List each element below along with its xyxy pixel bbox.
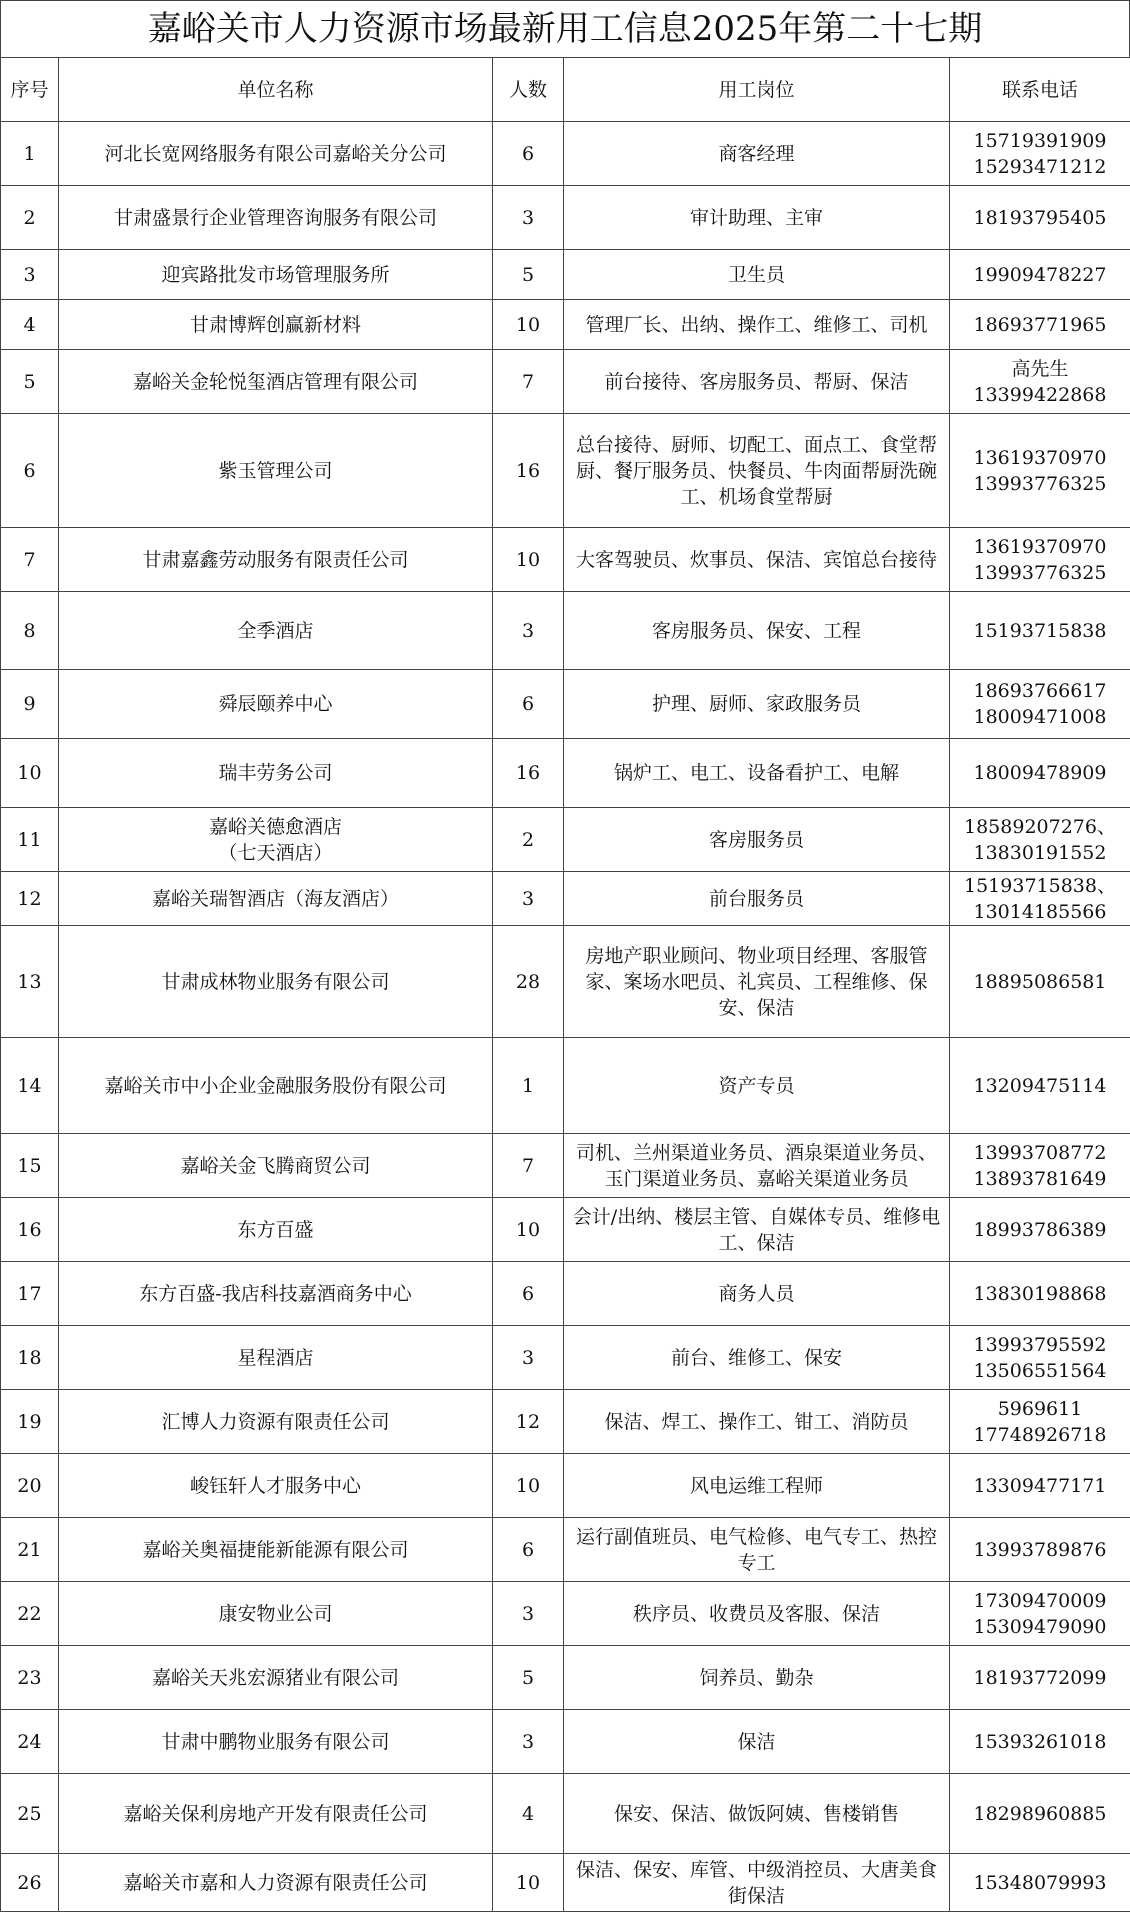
cell-positions: 保洁、保安、库管、中级消控员、大唐美食街保洁 (564, 1854, 950, 1912)
cell-unit: 嘉峪关奥福捷能新能源有限公司 (59, 1518, 493, 1582)
cell-unit: 嘉峪关瑞智酒店（海友酒店） (59, 872, 493, 926)
cell-unit: 瑞丰劳务公司 (59, 739, 493, 808)
cell-unit: 甘肃嘉鑫劳动服务有限责任公司 (59, 528, 493, 592)
cell-positions: 饲养员、勤杂 (564, 1646, 950, 1710)
cell-no: 3 (1, 250, 59, 300)
cell-phone: 18298960885 (950, 1774, 1130, 1854)
cell-phone: 18009478909 (950, 739, 1130, 808)
cell-phone: 13209475114 (950, 1038, 1130, 1134)
cell-no: 6 (1, 414, 59, 528)
cell-positions: 总台接待、厨师、切配工、面点工、食堂帮厨、餐厅服务员、快餐员、牛肉面帮厨洗碗工、机场食堂帮厨 (564, 414, 950, 528)
cell-phone: 18693771965 (950, 300, 1130, 350)
cell-positions: 保洁、焊工、操作工、钳工、消防员 (564, 1390, 950, 1454)
cell-unit: 嘉峪关天兆宏源猪业有限公司 (59, 1646, 493, 1710)
cell-positions: 保安、保洁、做饭阿姨、售楼销售 (564, 1774, 950, 1854)
cell-unit: 甘肃中鹏物业服务有限公司 (59, 1710, 493, 1774)
cell-positions: 司机、兰州渠道业务员、酒泉渠道业务员、玉门渠道业务员、嘉峪关渠道业务员 (564, 1134, 950, 1198)
cell-unit: 嘉峪关德愈酒店 （七天酒店） (59, 808, 493, 872)
cell-positions: 前台接待、客房服务员、帮厨、保洁 (564, 350, 950, 414)
cell-phone: 18193795405 (950, 186, 1130, 250)
cell-no: 10 (1, 739, 59, 808)
cell-positions: 会计/出纳、楼层主管、自媒体专员、维修电工、保洁 (564, 1198, 950, 1262)
table-row (1, 414, 1130, 528)
cell-unit: 嘉峪关金飞腾商贸公司 (59, 1134, 493, 1198)
table-row (1, 739, 1130, 808)
header-no: 序号 (1, 58, 59, 122)
cell-positions: 前台服务员 (564, 872, 950, 926)
cell-phone: 13619370970 13993776325 (950, 528, 1130, 592)
cell-count: 3 (493, 1582, 564, 1646)
cell-count: 10 (493, 300, 564, 350)
cell-no: 18 (1, 1326, 59, 1390)
cell-phone: 18589207276、 13830191552 (950, 808, 1130, 872)
cell-unit: 嘉峪关金轮悦玺酒店管理有限公司 (59, 350, 493, 414)
cell-unit: 迎宾路批发市场管理服务所 (59, 250, 493, 300)
table-row (1, 670, 1130, 739)
cell-phone: 13993795592 13506551564 (950, 1326, 1130, 1390)
cell-phone: 15348079993 (950, 1854, 1130, 1912)
header-unit: 单位名称 (59, 58, 493, 122)
cell-phone: 高先生 13399422868 (950, 350, 1130, 414)
cell-positions: 资产专员 (564, 1038, 950, 1134)
table-row (1, 1518, 1130, 1582)
cell-unit: 甘肃成林物业服务有限公司 (59, 926, 493, 1038)
cell-phone: 18693766617 18009471008 (950, 670, 1130, 739)
cell-positions: 房地产职业顾问、物业项目经理、客服管家、案场水吧员、礼宾员、工程维修、保安、保洁 (564, 926, 950, 1038)
table-row (1, 186, 1130, 250)
table-row (1, 122, 1130, 186)
cell-count: 2 (493, 808, 564, 872)
table-row (1, 1854, 1130, 1912)
cell-no: 5 (1, 350, 59, 414)
table-row (1, 1774, 1130, 1854)
table-row (1, 1326, 1130, 1390)
cell-positions: 风电运维工程师 (564, 1454, 950, 1518)
cell-count: 10 (493, 1198, 564, 1262)
cell-positions: 商客经理 (564, 122, 950, 186)
table-row (1, 250, 1130, 300)
cell-unit: 河北长宽网络服务有限公司嘉峪关分公司 (59, 122, 493, 186)
cell-count: 12 (493, 1390, 564, 1454)
cell-count: 10 (493, 1454, 564, 1518)
table-row (1, 350, 1130, 414)
table-row (1, 592, 1130, 670)
header-positions: 用工岗位 (564, 58, 950, 122)
cell-count: 3 (493, 1710, 564, 1774)
cell-count: 6 (493, 670, 564, 739)
cell-no: 24 (1, 1710, 59, 1774)
cell-no: 15 (1, 1134, 59, 1198)
page-title: 嘉峪关市人力资源市场最新用工信息2025年第二十七期 (0, 0, 1130, 57)
cell-no: 4 (1, 300, 59, 350)
cell-no: 12 (1, 872, 59, 926)
cell-phone: 13993708772 13893781649 (950, 1134, 1130, 1198)
cell-count: 3 (493, 872, 564, 926)
cell-positions: 商务人员 (564, 1262, 950, 1326)
cell-positions: 保洁 (564, 1710, 950, 1774)
cell-no: 26 (1, 1854, 59, 1912)
table-row (1, 1582, 1130, 1646)
cell-phone: 15393261018 (950, 1710, 1130, 1774)
cell-no: 14 (1, 1038, 59, 1134)
cell-no: 22 (1, 1582, 59, 1646)
cell-phone: 13619370970 13993776325 (950, 414, 1130, 528)
cell-positions: 客房服务员、保安、工程 (564, 592, 950, 670)
cell-unit: 东方百盛-我店科技嘉酒商务中心 (59, 1262, 493, 1326)
cell-count: 6 (493, 1518, 564, 1582)
cell-count: 28 (493, 926, 564, 1038)
cell-positions: 管理厂长、出纳、操作工、维修工、司机 (564, 300, 950, 350)
cell-unit: 舜辰颐养中心 (59, 670, 493, 739)
table-row (1, 872, 1130, 926)
cell-unit: 嘉峪关保利房地产开发有限责任公司 (59, 1774, 493, 1854)
cell-no: 17 (1, 1262, 59, 1326)
table-row (1, 1454, 1130, 1518)
table-row (1, 1038, 1130, 1134)
cell-positions: 护理、厨师、家政服务员 (564, 670, 950, 739)
table-row (1, 1710, 1130, 1774)
cell-no: 25 (1, 1774, 59, 1854)
cell-count: 5 (493, 250, 564, 300)
header-count: 人数 (493, 58, 564, 122)
cell-phone: 5969611 17748926718 (950, 1390, 1130, 1454)
cell-phone: 15719391909 15293471212 (950, 122, 1130, 186)
cell-unit: 甘肃博辉创赢新材料 (59, 300, 493, 350)
header-phone: 联系电话 (950, 58, 1130, 122)
cell-count: 16 (493, 739, 564, 808)
cell-unit: 嘉峪关市嘉和人力资源有限责任公司 (59, 1854, 493, 1912)
cell-positions: 秩序员、收费员及客服、保洁 (564, 1582, 950, 1646)
cell-phone: 17309470009 15309479090 (950, 1582, 1130, 1646)
cell-unit: 星程酒店 (59, 1326, 493, 1390)
cell-phone: 15193715838 (950, 592, 1130, 670)
cell-count: 16 (493, 414, 564, 528)
cell-count: 4 (493, 1774, 564, 1854)
cell-unit: 嘉峪关市中小企业金融服务股份有限公司 (59, 1038, 493, 1134)
cell-unit: 汇博人力资源有限责任公司 (59, 1390, 493, 1454)
cell-phone: 13830198868 (950, 1262, 1130, 1326)
cell-no: 16 (1, 1198, 59, 1262)
table-row (1, 1646, 1130, 1710)
cell-unit: 紫玉管理公司 (59, 414, 493, 528)
cell-no: 11 (1, 808, 59, 872)
cell-positions: 运行副值班员、电气检修、电气专工、热控专工 (564, 1518, 950, 1582)
cell-count: 3 (493, 1326, 564, 1390)
table-header-row (1, 58, 1130, 122)
cell-positions: 卫生员 (564, 250, 950, 300)
cell-positions: 审计助理、主审 (564, 186, 950, 250)
cell-count: 7 (493, 350, 564, 414)
cell-unit: 东方百盛 (59, 1198, 493, 1262)
cell-count: 6 (493, 122, 564, 186)
cell-phone: 19909478227 (950, 250, 1130, 300)
cell-no: 8 (1, 592, 59, 670)
table-row (1, 528, 1130, 592)
cell-phone: 18993786389 (950, 1198, 1130, 1262)
cell-unit: 全季酒店 (59, 592, 493, 670)
cell-count: 5 (493, 1646, 564, 1710)
cell-positions: 客房服务员 (564, 808, 950, 872)
cell-unit: 康安物业公司 (59, 1582, 493, 1646)
cell-no: 2 (1, 186, 59, 250)
cell-count: 6 (493, 1262, 564, 1326)
cell-count: 1 (493, 1038, 564, 1134)
cell-count: 10 (493, 528, 564, 592)
table-row (1, 300, 1130, 350)
cell-unit: 甘肃盛景行企业管理咨询服务有限公司 (59, 186, 493, 250)
table-row (1, 1390, 1130, 1454)
table-row (1, 1198, 1130, 1262)
cell-count: 3 (493, 592, 564, 670)
cell-no: 1 (1, 122, 59, 186)
cell-phone: 13309477171 (950, 1454, 1130, 1518)
cell-count: 3 (493, 186, 564, 250)
cell-no: 23 (1, 1646, 59, 1710)
cell-no: 20 (1, 1454, 59, 1518)
table-row (1, 926, 1130, 1038)
cell-positions: 大客驾驶员、炊事员、保洁、宾馆总台接待 (564, 528, 950, 592)
cell-no: 21 (1, 1518, 59, 1582)
cell-no: 7 (1, 528, 59, 592)
cell-unit: 峻钰轩人才服务中心 (59, 1454, 493, 1518)
cell-no: 19 (1, 1390, 59, 1454)
table-row (1, 1134, 1130, 1198)
cell-no: 9 (1, 670, 59, 739)
cell-count: 10 (493, 1854, 564, 1912)
cell-phone: 18895086581 (950, 926, 1130, 1038)
cell-positions: 前台、维修工、保安 (564, 1326, 950, 1390)
table-row (1, 1262, 1130, 1326)
cell-no: 13 (1, 926, 59, 1038)
cell-positions: 锅炉工、电工、设备看护工、电解 (564, 739, 950, 808)
cell-count: 7 (493, 1134, 564, 1198)
table-row (1, 808, 1130, 872)
cell-phone: 13993789876 (950, 1518, 1130, 1582)
job-info-table (0, 57, 1130, 1912)
cell-phone: 15193715838、 13014185566 (950, 872, 1130, 926)
cell-phone: 18193772099 (950, 1646, 1130, 1710)
